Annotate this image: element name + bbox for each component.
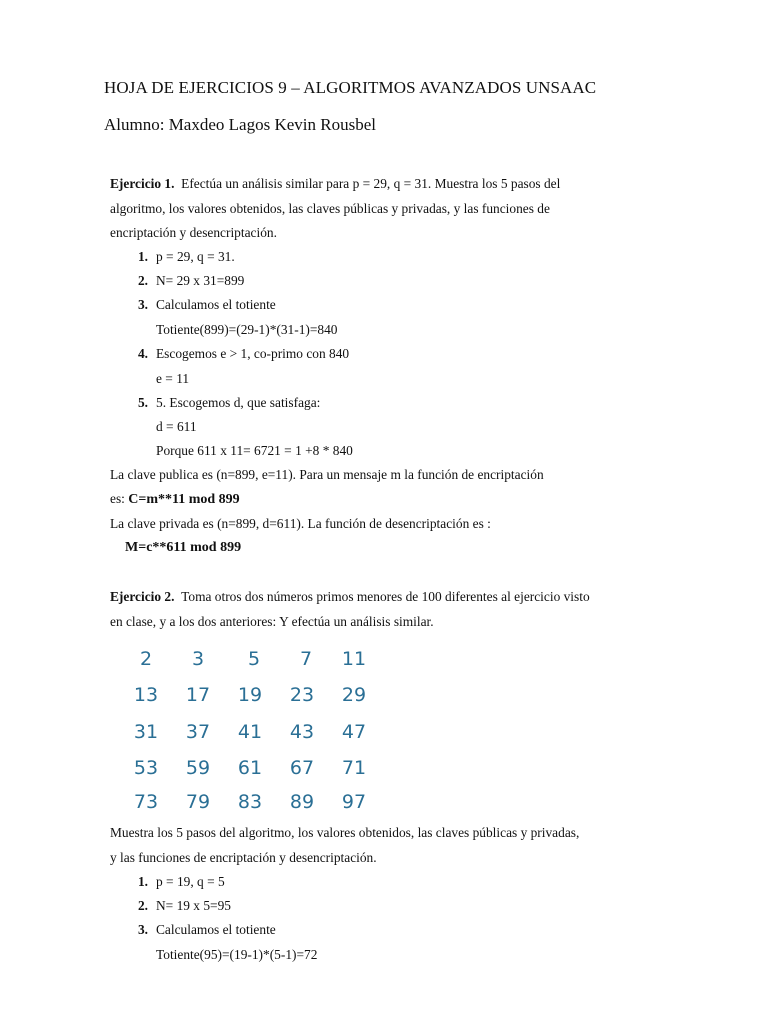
- ex2-step-text: N= 19 x 5=95: [156, 898, 231, 913]
- prime-cell: 47: [341, 721, 367, 743]
- ex1-step-number: 2.: [137, 273, 148, 288]
- ex1-step-detail: d = 611: [156, 419, 197, 434]
- ex1-step-detail: Totiente(899)=(29-1)*(31-1)=840: [156, 322, 338, 337]
- ex2-intro-text-1: Toma otros dos números primos menores de 100 diferentes al ejercicio visto: [181, 589, 590, 604]
- ex1-encryption-line: [110, 490, 240, 509]
- prime-cell: 23: [289, 684, 315, 706]
- ex1-step-text: p = 29, q = 31.: [156, 249, 235, 264]
- ex1-private-key-text: La clave privada es (n=899, d=611). La función de desencriptación es :: [110, 516, 491, 531]
- prime-cell: 37: [185, 721, 211, 743]
- prime-cell: 67: [289, 757, 315, 779]
- ex1-intro-line-3: encriptación y desencriptación.: [110, 225, 277, 240]
- ex2-step-number: 3.: [137, 922, 148, 937]
- prime-cell: 79: [185, 791, 211, 813]
- ex1-encryption-prefix: es:: [110, 491, 125, 506]
- prime-cell: 29: [341, 684, 367, 706]
- prime-cell: 2: [139, 648, 153, 670]
- ex2-intro-line-1: [110, 588, 590, 606]
- ex2-label: Ejercicio 2.: [110, 589, 175, 604]
- document-title: HOJA DE EJERCICIOS 9 – ALGORITMOS AVANZADOS UNSAAC: [104, 78, 597, 97]
- ex2-para-line-1: Muestra los 5 pasos del algoritmo, los valores obtenidos, las claves públicas y privadas,: [110, 825, 580, 840]
- prime-cell: 53: [133, 757, 159, 779]
- ex2-intro-line-2: en clase, y a los dos anteriores: Y efectúa un análisis similar.: [110, 614, 434, 629]
- ex2-step-text: p = 19, q = 5: [156, 874, 225, 889]
- ex1-step-number: 3.: [137, 297, 148, 312]
- ex2-step-number: 1.: [137, 874, 148, 889]
- ex2-step-detail: Totiente(95)=(19-1)*(5-1)=72: [156, 947, 318, 962]
- prime-cell: 71: [341, 757, 367, 779]
- ex1-step-text: N= 29 x 31=899: [156, 273, 245, 288]
- ex1-encryption-formula: C=m**11 mod 899: [128, 492, 240, 507]
- ex1-step-text: Escogemos e > 1, co-primo con 840: [156, 346, 350, 361]
- ex1-step-detail: e = 11: [156, 371, 190, 386]
- ex2-para-line-2: y las funciones de encriptación y desencriptación.: [110, 850, 377, 865]
- prime-cell: 97: [341, 791, 367, 813]
- prime-cell: 89: [289, 791, 315, 813]
- ex1-intro-line-2: algoritmo, los valores obtenidos, las claves públicas y privadas, y las funciones de: [110, 201, 550, 216]
- prime-cell: 17: [185, 684, 211, 706]
- ex1-intro-text-1: Efectúa un análisis similar para p = 29, q = 31. Muestra los 5 pasos del: [181, 176, 561, 191]
- ex2-step-number: 2.: [137, 898, 148, 913]
- prime-cell: 43: [289, 721, 315, 743]
- prime-cell: 13: [133, 684, 159, 706]
- prime-cell: 19: [237, 684, 263, 706]
- prime-cell: 41: [237, 721, 263, 743]
- ex1-intro-line-1: [110, 175, 560, 193]
- prime-cell: 5: [247, 648, 261, 670]
- prime-cell: 7: [299, 648, 313, 670]
- ex1-step-text: Calculamos el totiente: [156, 297, 276, 312]
- ex1-step-detail: Porque 611 x 11= 6721 = 1 +8 * 840: [156, 443, 353, 458]
- ex1-step-number: 4.: [137, 346, 148, 361]
- ex1-step-text: 5. Escogemos d, que satisfaga:: [156, 395, 321, 410]
- prime-cell: 61: [237, 757, 263, 779]
- ex1-decryption-formula: M=c**611 mod 899: [125, 540, 242, 555]
- ex2-step-text: Calculamos el totiente: [156, 922, 276, 937]
- ex1-label: Ejercicio 1.: [110, 176, 175, 191]
- prime-cell: 31: [133, 721, 159, 743]
- prime-cell: 3: [191, 648, 205, 670]
- prime-cell: 83: [237, 791, 263, 813]
- ex1-step-number: 1.: [137, 249, 148, 264]
- ex1-public-key-text: La clave publica es (n=899, e=11). Para un mensaje m la función de encriptación: [110, 467, 544, 482]
- student-name: Alumno: Maxdeo Lagos Kevin Rousbel: [104, 115, 376, 134]
- ex1-step-number: 5.: [137, 395, 148, 410]
- prime-cell: 59: [185, 757, 211, 779]
- prime-cell: 11: [341, 648, 367, 670]
- prime-cell: 73: [133, 791, 159, 813]
